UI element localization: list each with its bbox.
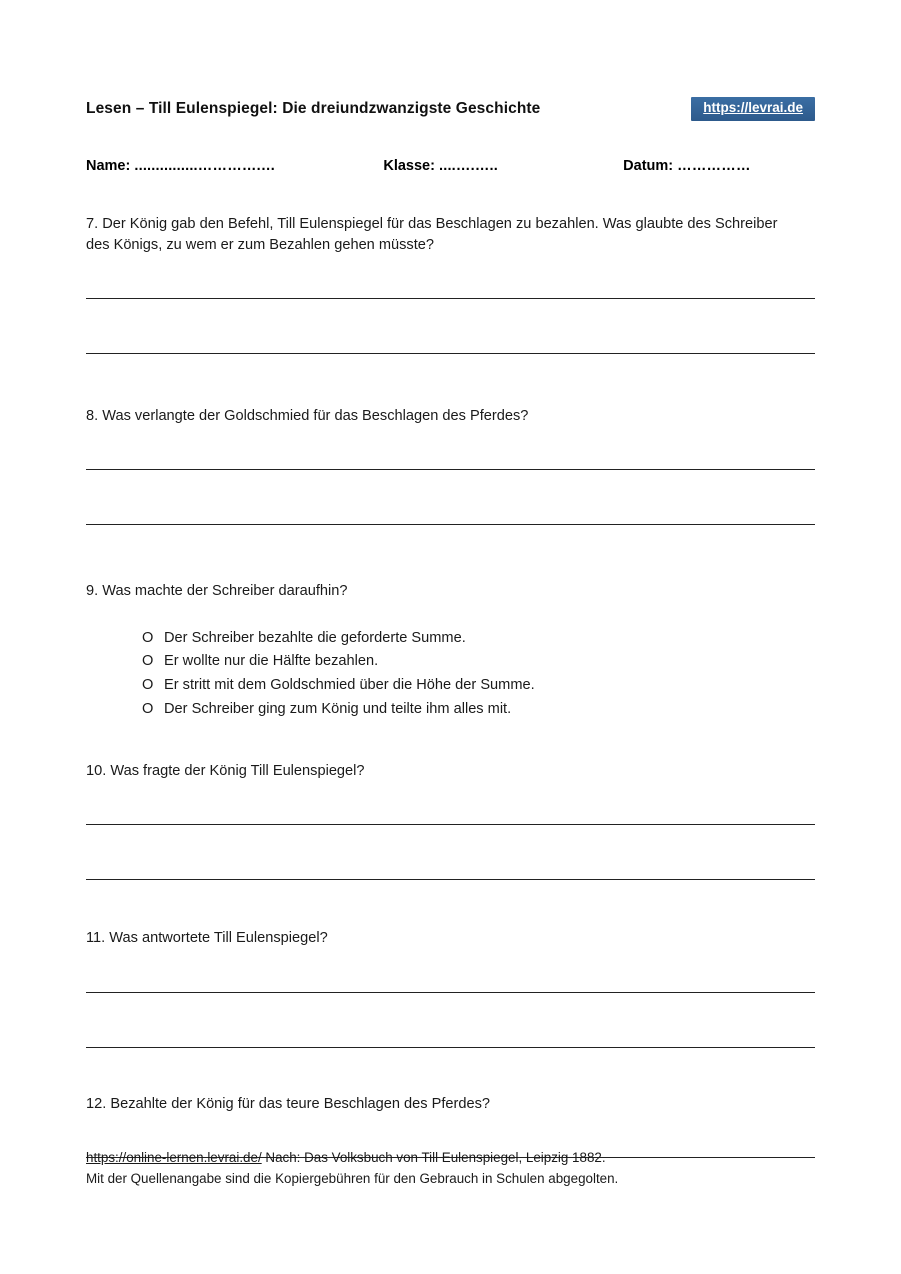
document-header [86,96,815,122]
source-reference: Nach: Das Volksbuch von Till Eulenspiegel, Leipzig 1882. [261,1150,606,1165]
question-11-text: 11. Was antwortete Till Eulenspiegel? [86,930,328,947]
datum-label: Datum: [623,158,674,174]
answer-line[interactable] [86,524,815,525]
footer-line-1 [86,1148,826,1169]
source-link[interactable]: https://online-lernen.levrai.de/ [86,1150,262,1165]
question-9-text: 9. Was machte der Schreiber daraufhin? [86,583,348,600]
answer-line[interactable] [86,879,815,880]
choice-label: Der Schreiber ging zum König und teilte ihm alles mit. [164,700,512,717]
answer-line[interactable] [86,298,815,299]
answer-line[interactable] [86,353,815,354]
question-9-choice-list [86,627,815,722]
choice-label: Er stritt mit dem Goldschmied über die Höhe der Summe. [164,676,535,693]
name-label: Name: [86,158,131,174]
klasse-input-dots[interactable]: ....….….. [438,158,498,174]
choice-option[interactable] [142,674,815,698]
radio-circle-icon[interactable]: O [142,629,154,646]
footer-line-2: Mit der Quellenangabe sind die Kopiergebühren für den Gebrauch in Schulen abgegolten. [86,1170,619,1186]
question-11-answer-area[interactable] [86,992,815,1048]
page-title: Lesen – Till Eulenspiegel: Die dreiundzwanzigste Geschichte [86,100,541,117]
question-10-answer-area[interactable] [86,824,815,880]
choice-option[interactable] [142,650,815,674]
levrai-url-badge[interactable]: https://levrai.de [691,97,815,121]
answer-line[interactable] [86,469,815,470]
klasse-field-group[interactable] [383,158,623,174]
datum-input-dots[interactable]: …………… [677,158,751,174]
question-10-text: 10. Was fragte der König Till Eulenspiegel? [86,763,365,780]
radio-circle-icon[interactable]: O [142,700,154,717]
name-field-group[interactable] [86,158,383,174]
question-7-answer-area[interactable] [86,298,815,354]
name-input-dots[interactable]: ...............………….… [134,158,276,174]
choice-option[interactable] [142,627,815,651]
choice-label: Er wollte nur die Hälfte bezahlen. [164,653,379,670]
answer-line[interactable] [86,824,815,825]
question-7-text: 7. Der König gab den Befehl, Till Eulenspiegel für das Beschlagen zu bezahlen. Was glaubte des Schreiber des Königs, zu wem er zum Bezahlen gehen müsste? [86,216,778,254]
choice-label: Der Schreiber bezahlte die geforderte Summe. [164,629,466,646]
answer-line[interactable] [86,1047,815,1048]
choice-option[interactable] [142,698,815,722]
datum-field-group[interactable] [623,158,815,174]
answer-line[interactable] [86,992,815,993]
source-footer [86,1148,826,1190]
question-12-text: 12. Bezahlte der König für das teure Beschlagen des Pferdes? [86,1095,491,1112]
question-8-answer-area[interactable] [86,469,815,525]
radio-circle-icon[interactable]: O [142,653,154,670]
radio-circle-icon[interactable]: O [142,676,154,693]
klasse-label: Klasse: [383,158,435,174]
question-8-text: 8. Was verlangte der Goldschmied für das Beschlagen des Pferdes? [86,408,529,425]
student-meta-row [86,158,815,174]
